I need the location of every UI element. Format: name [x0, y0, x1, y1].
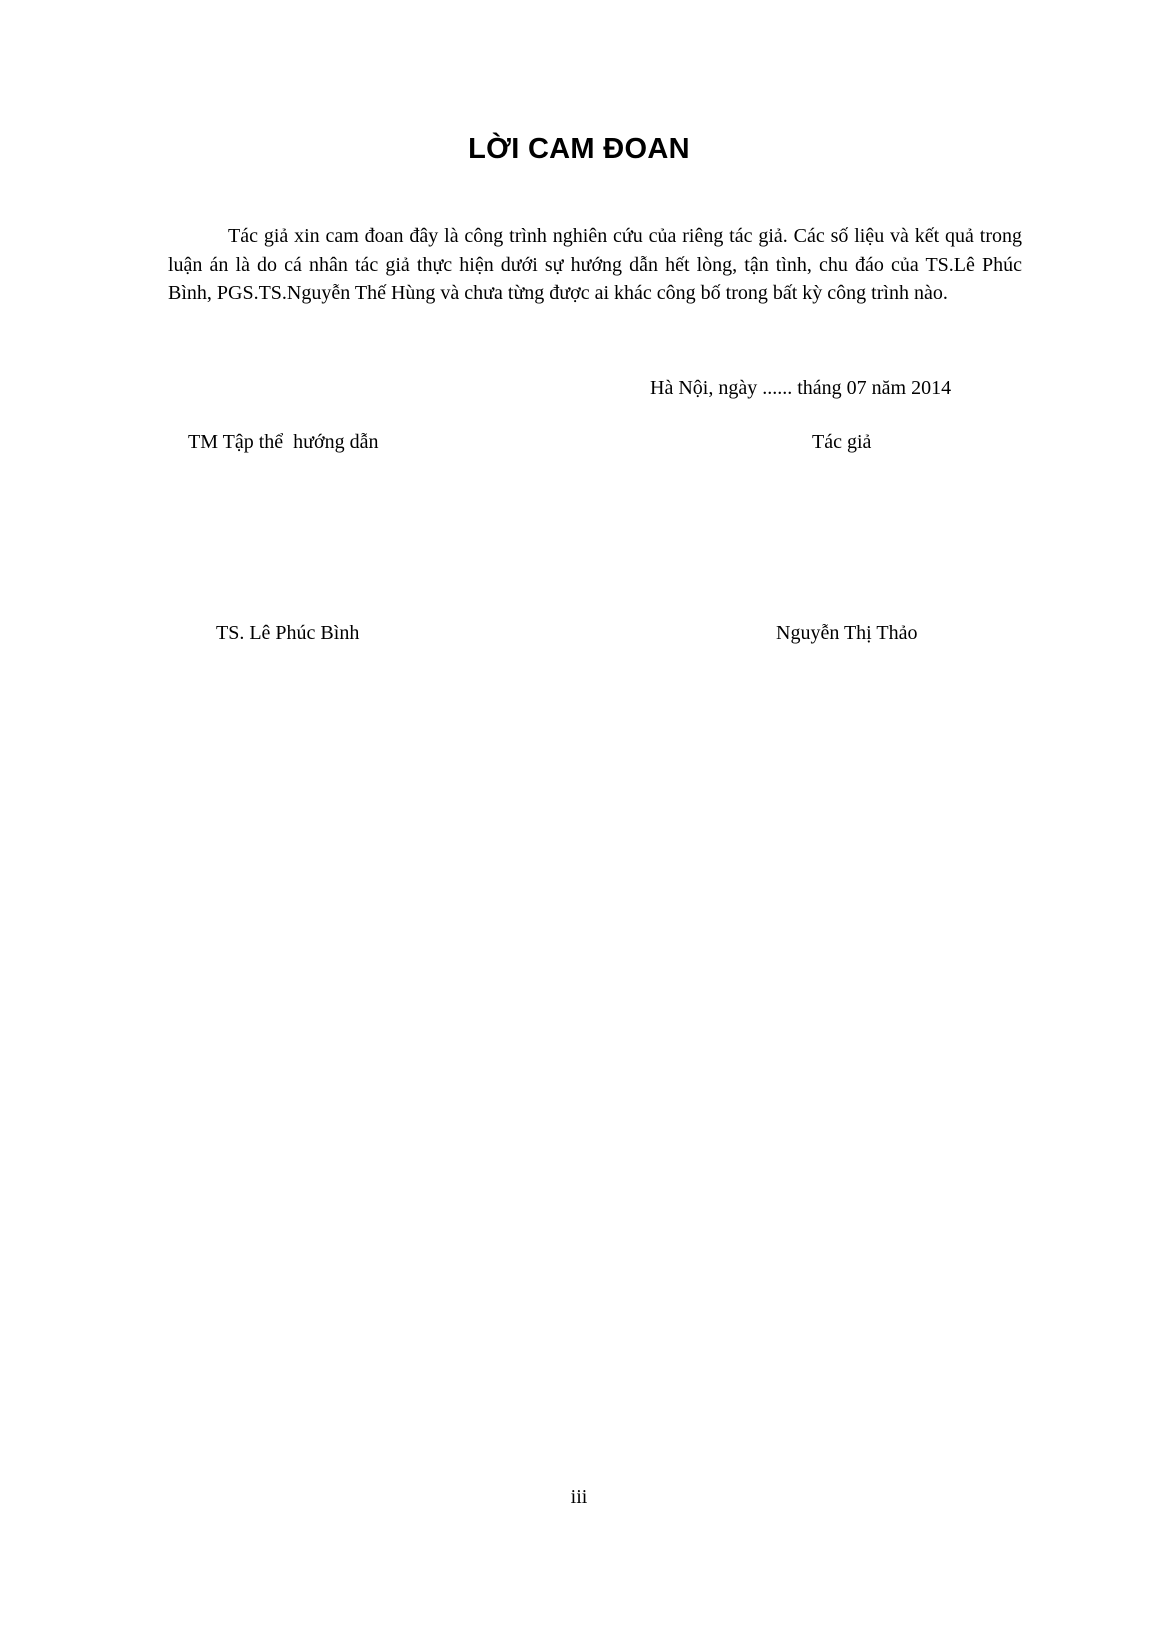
- page-title: LỜI CAM ĐOAN: [468, 133, 690, 165]
- page-number: iii: [570, 1486, 588, 1508]
- author-name: Nguyễn Thị Thảo: [776, 622, 918, 644]
- author-role-label: Tác giả: [812, 431, 872, 453]
- declaration-paragraph: Tác giả xin cam đoan đây là công trình nghiên cứu của riêng tác giả. Các số liệu và kết quả trong luận án là do cá nhân tác giả thực hiện dưới sự hướng dẫn hết lòng, tận tình, chu đáo của TS.Lê Phúc Bình, PGS.TS.Nguyễn Thế Hùng và chưa từng được ai khác công bố trong bất kỳ công trình nào.: [168, 225, 1022, 304]
- place-date-line: Hà Nội, ngày ...... tháng 07 năm 2014: [650, 377, 952, 399]
- supervisor-role-label: TM Tập thể hướng dẫn: [188, 431, 379, 453]
- supervisor-name: TS. Lê Phúc Bình: [216, 622, 360, 644]
